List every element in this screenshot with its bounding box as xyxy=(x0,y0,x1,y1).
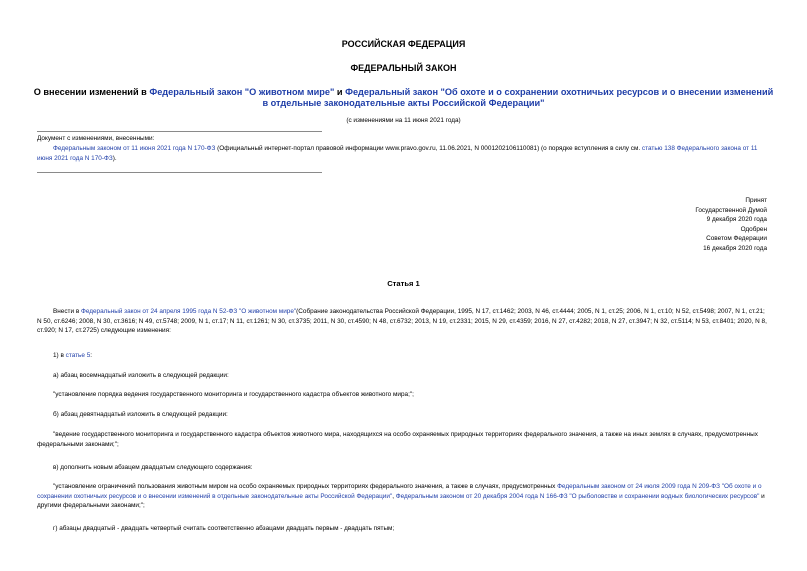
paragraph-7 xyxy=(37,482,770,511)
article-intro xyxy=(37,307,770,336)
amend-note-body xyxy=(37,144,772,163)
p7-link-law-209[interactable]: Федеральным законом от 24 июля 2009 года N 209-ФЗ "Об охоте и о сохранении охотничьих ресурсов и о внесении изменений в отдельные законодательные акты Российской Федерации" xyxy=(37,483,762,500)
p1-prefix: 1) в xyxy=(53,352,66,359)
header-law-type: ФЕДЕРАЛЬНЫЙ ЗАКОН xyxy=(350,63,457,73)
title-middle: и xyxy=(334,87,346,97)
paragraph-5: "ведение государственного мониторинга и государственного кадастра объектов животного мира, находящихся на особо охраняемых природных территориях федерального значения, а также на иных землях в случаях, предусмотренных федеральными законами;"; xyxy=(37,431,758,448)
amend-text-2: ). xyxy=(112,154,117,162)
paragraph-8: г) абзацы двадцатый - двадцать четвертый считать соответственно абзацами двадцать первым - двадцать пятым; xyxy=(53,525,395,532)
accept-line-1: Принят xyxy=(745,197,767,204)
divider-bottom xyxy=(37,172,322,173)
paragraph-2: а) абзац восемнадцатый изложить в следующей редакции: xyxy=(53,372,229,379)
divider-top xyxy=(37,131,322,132)
p7-link-law-166[interactable]: Федеральным законом от 20 декабря 2004 года N 166-ФЗ "О рыболовстве и сохранении водных биологических ресурсов" xyxy=(395,492,760,500)
accept-line-4: Одобрен xyxy=(740,225,767,233)
header-country: РОССИЙСКАЯ ФЕДЕРАЦИЯ xyxy=(341,39,466,49)
accept-line-2: Государственной Думой xyxy=(695,206,767,214)
paragraph-6: в) дополнить новым абзацем двадцатым следующего содержания: xyxy=(53,464,253,471)
accept-line-6: 16 декабря 2020 года xyxy=(703,244,767,252)
paragraph-3: "установление порядка ведения государственного мониторинга и государственного кадастра объектов животного мира;"; xyxy=(53,391,414,398)
p7-suffix: и другими федеральными законами;"; xyxy=(37,492,765,509)
amend-link-article-138[interactable]: статью 138 Федерального закона от 11 июня 2021 года N 170-ФЗ xyxy=(37,145,758,162)
title-prefix: О внесении изменений в xyxy=(33,87,150,97)
p1-suffix: : xyxy=(90,352,93,359)
p1-link-article-5[interactable]: статье 5 xyxy=(65,352,91,359)
amend-note-label: Документ с изменениями, внесенными: xyxy=(37,135,155,142)
article-heading: Статья 1 xyxy=(387,279,420,288)
title-link-animal-law[interactable]: Федеральный закон "О животном мире" xyxy=(149,87,335,97)
amend-link-law-170[interactable]: Федеральным законом от 11 июня 2021 года N 170-ФЗ xyxy=(53,145,216,152)
acceptance-block xyxy=(695,196,767,253)
paragraph-4: б) абзац девятнадцатый изложить в следующей редакции: xyxy=(53,411,228,418)
edition-note: (с изменениями на 11 июня 2021 года) xyxy=(346,117,461,124)
paragraph-1 xyxy=(37,351,770,361)
accept-line-5: Советом Федерации xyxy=(706,235,767,242)
p7-mid: , xyxy=(392,492,396,500)
intro-link-law-52[interactable]: Федеральный закон от 24 апреля 1995 года N 52-ФЗ "О животном мире" xyxy=(80,308,297,315)
amend-text-1: (Официальный интернет-портал правовой информации www.pravo.gov.ru, 11.06.2021, N 0001202106110081) (о порядке вступления в силу см. xyxy=(215,145,642,152)
title-link-hunting-law[interactable]: Федеральный закон "Об охоте и о сохранении охотничьих ресурсов и о внесении изменений в отдельные законодательные акты Российской Федерации" xyxy=(262,87,774,108)
law-title xyxy=(30,87,777,109)
accept-line-3: 9 декабря 2020 года xyxy=(706,216,767,223)
p7-prefix: "установление ограничений пользования животным миром на особо охраняемых природных территориях федерального значения, а также в случаях, предусмотренных xyxy=(53,483,558,490)
intro-text: (Собрание законодательства Российской Федерации, 1995, N 17, ст.1462; 2003, N 46, ст.4444; 2005, N 1, ст.25; 2006, N 1, ст.10; N 52, ст.5498; 2007, N 1, ст.21; N 50, ст.6246; 2008, N 30, ст.3616; N 49, ст.5748; 2009, N 1, ст.17; N 11, ст.1261; N 30, ст.3735; 2011, N 30, ст.4590; N 48, ст.6732; 2013, N 19, ст.2331; 2015, N 29, ст.4359; 2016, N 27, ст.4282; 2018, N 27, ст.3947; N 32, ст.5114; N 53, ст.8401; 2020, N 8, ст.920; N 17, ст.2725) следующие изменения: xyxy=(37,308,767,334)
intro-prefix: Внести в xyxy=(53,308,81,315)
